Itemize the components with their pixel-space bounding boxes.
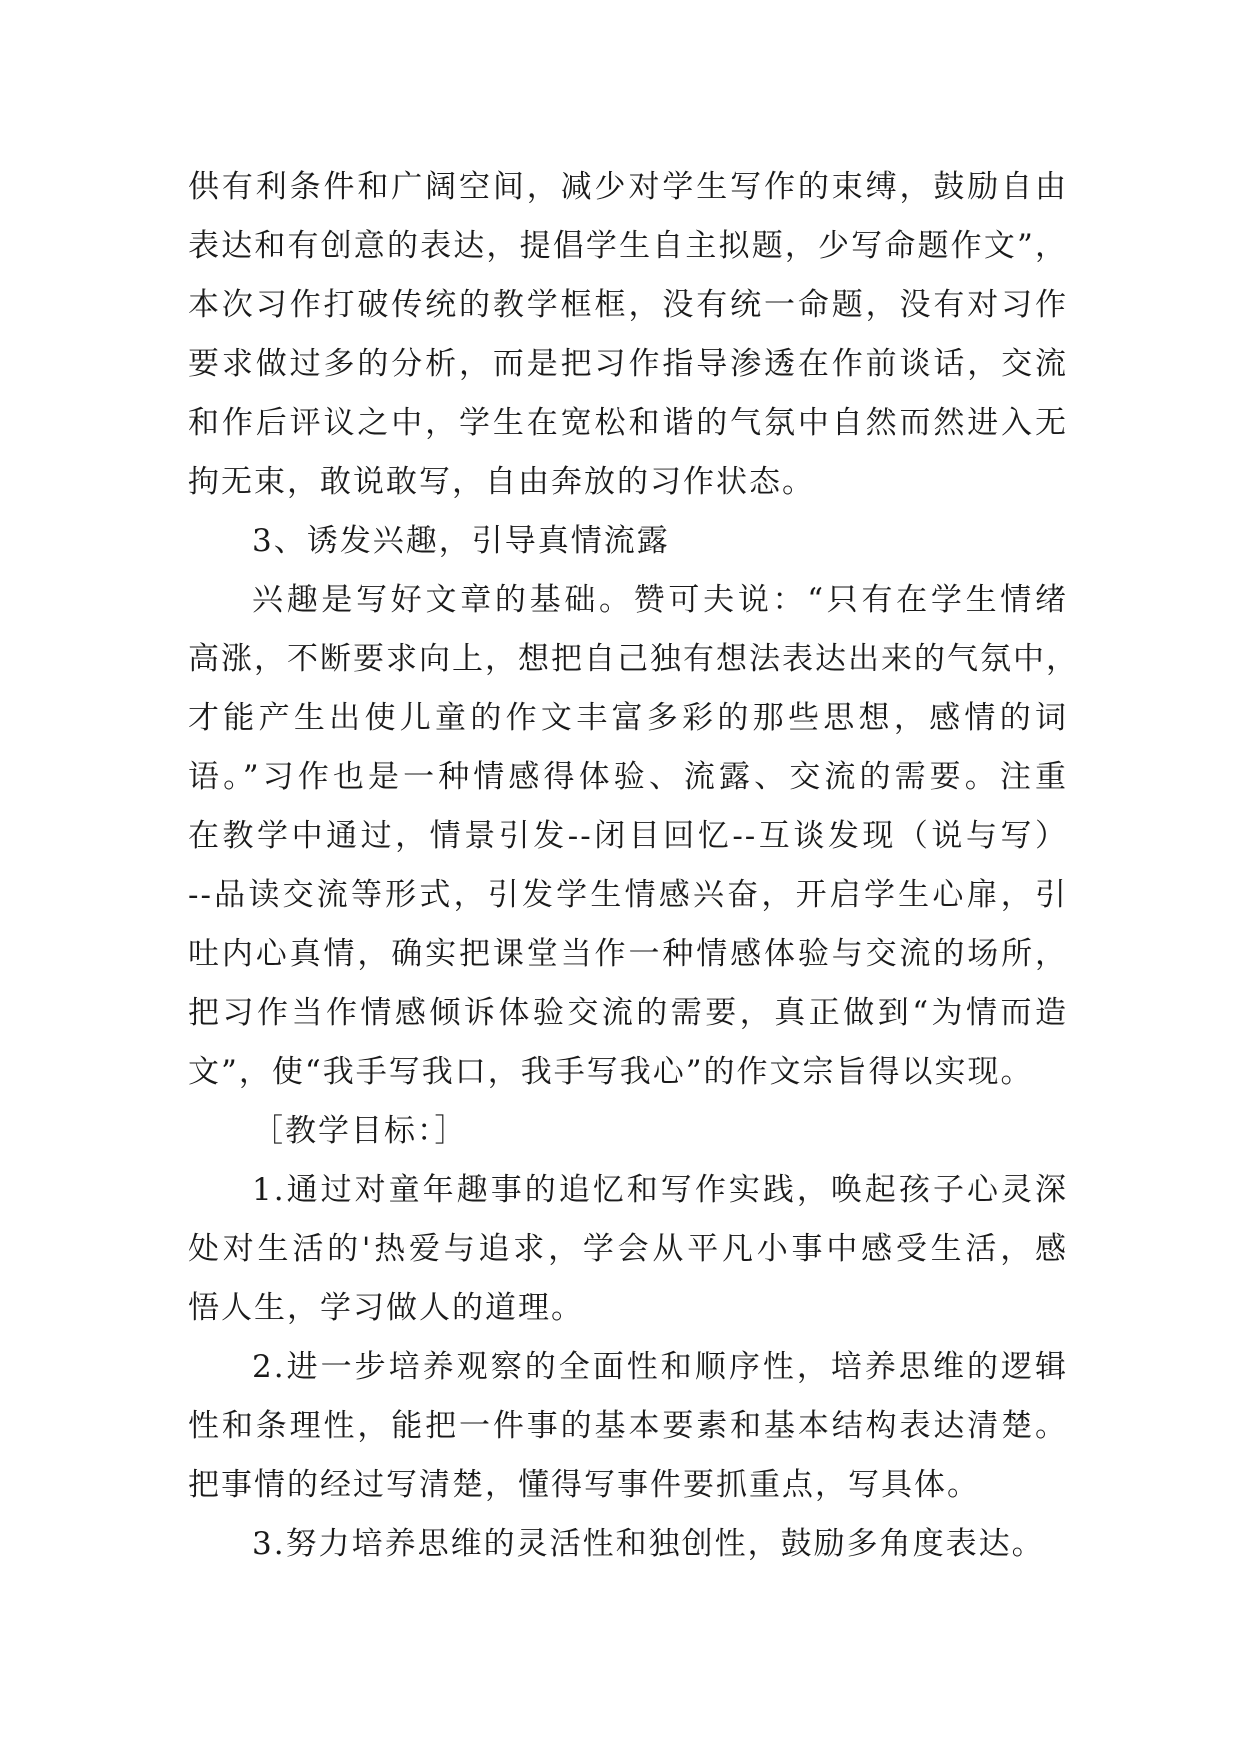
text-line: 3.努力培养思维的灵活性和独创性，鼓励多角度表达。 [252, 1526, 1045, 1562]
text-line: 高涨，不断要求向上，想把自己独有想法表达出来的气氛中， [188, 641, 1079, 677]
text-line: 3、诱发兴趣，引导真情流露 [252, 523, 670, 559]
text-line: 才能产生出使儿童的作文丰富多彩的那些思想，感情的词 [188, 700, 1068, 736]
text-line: 文”，使“我手写我口，我手写我心”的作文宗旨得以实现。 [188, 1054, 1034, 1090]
text-line: 性和条理性，能把一件事的基本要素和基本结构表达清楚。 [188, 1408, 1068, 1444]
text-line: 悟人生，学习做人的道理。 [188, 1290, 584, 1326]
text-line: 和作后评议之中，学生在宽松和谐的气氛中自然而然进入无 [188, 405, 1068, 441]
text-line: 拘无束，敢说敢写，自由奔放的习作状态。 [188, 464, 815, 500]
text-line: 处对生活的'热爱与追求，学会从平凡小事中感受生活，感 [188, 1231, 1068, 1267]
text-line: 语。”习作也是一种情感得体验、流露、交流的需要。注重 [188, 759, 1068, 795]
text-line: 吐内心真情，确实把课堂当作一种情感体验与交流的场所， [188, 936, 1068, 972]
text-line: 2.进一步培养观察的全面性和顺序性，培养思维的逻辑 [252, 1349, 1068, 1385]
text-line: 要求做过多的分析，而是把习作指导渗透在作前谈话，交流 [188, 346, 1068, 382]
text-line: --品读交流等形式，引发学生情感兴奋，开启学生心扉，引 [188, 877, 1068, 913]
text-line: 供有利条件和广阔空间，减少对学生写作的束缚，鼓励自由 [188, 169, 1068, 205]
body-text [188, 158, 1079, 1574]
text-line: 把习作当作情感倾诉体验交流的需要，真正做到“为情而造 [188, 995, 1068, 1031]
text-line: 表达和有创意的表达，提倡学生自主拟题，少写命题作文”， [188, 228, 1068, 264]
text-line: 兴趣是写好文章的基础。赞可夫说：“只有在学生情绪 [252, 582, 1068, 618]
text-line: 本次习作打破传统的教学框框，没有统一命题，没有对习作 [188, 287, 1068, 323]
text-line: 1.通过对童年趣事的追忆和写作实践，唤起孩子心灵深 [252, 1172, 1068, 1208]
text-line: ［教学目标：］ [252, 1113, 468, 1149]
text-line: 在教学中通过，情景引发--闭目回忆--互谈发现（说与写） [188, 818, 1068, 854]
text-line: 把事情的经过写清楚，懂得写事件要抓重点，写具体。 [188, 1467, 980, 1503]
